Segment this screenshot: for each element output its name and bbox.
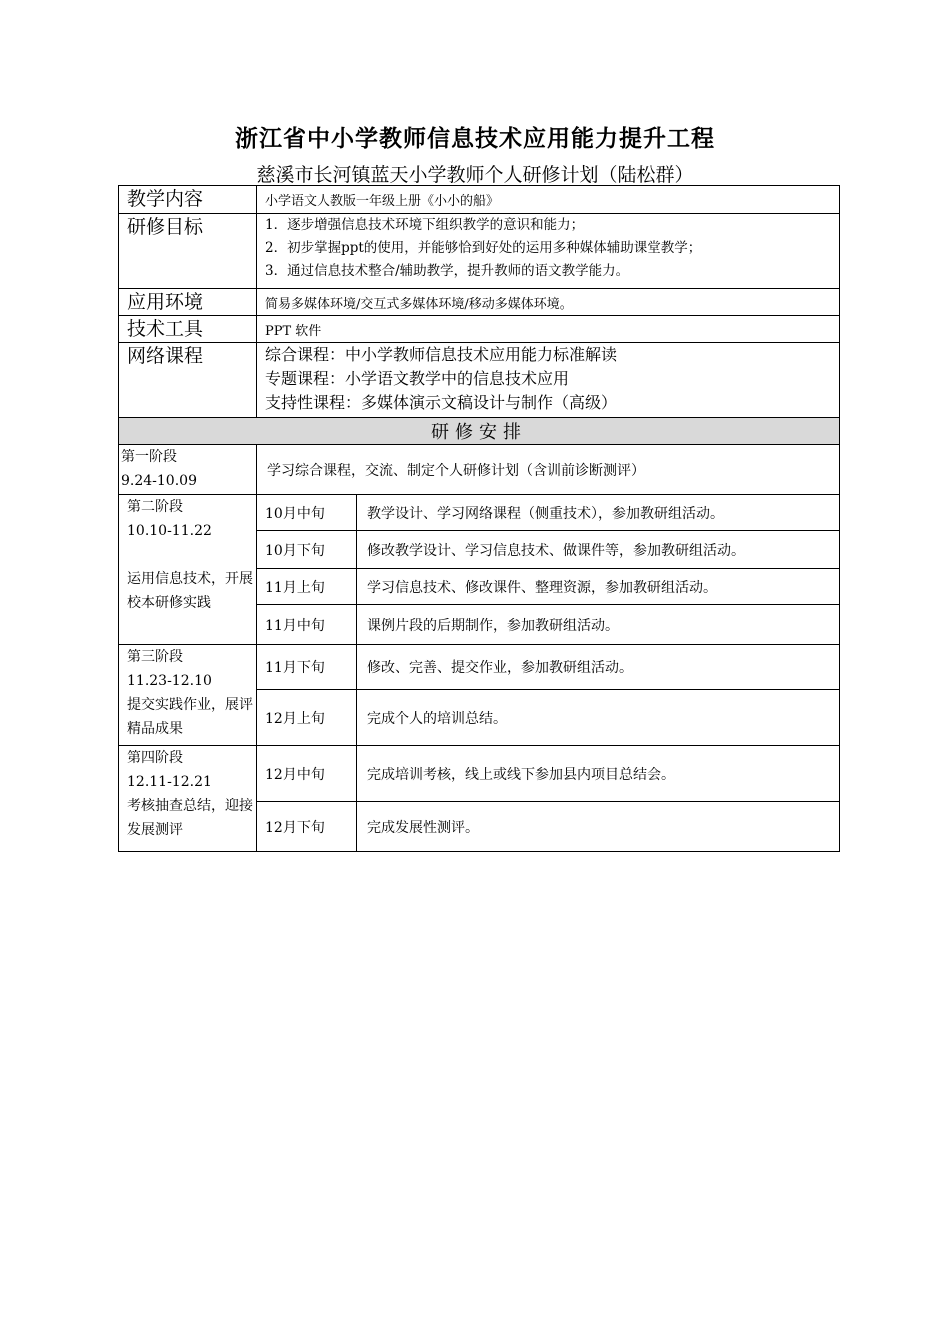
schedule-row: [119, 495, 840, 531]
stage-name: 第二阶段: [127, 499, 183, 515]
course-item: 综合课程：中小学教师信息技术应用能力标准解读: [265, 345, 618, 364]
stage-name: 第四阶段: [127, 750, 183, 766]
label-content: 教学内容: [119, 186, 257, 214]
schedule-desc: 完成个人的培训总结。: [357, 690, 840, 746]
label-environment: 应用环境: [119, 289, 257, 316]
stage-cell: [119, 746, 257, 852]
course-item: 专题课程：小学语文教学中的信息技术应用: [265, 369, 570, 388]
stage-note: 考核抽查总结，迎接发展测评: [127, 798, 253, 838]
schedule-row: [119, 746, 840, 802]
row-goals: [119, 214, 840, 289]
stage-dates: 9.24-10.09: [121, 473, 197, 489]
schedule-time: 11月下旬: [257, 645, 357, 690]
value-environment: 简易多媒体环境/交互式多媒体环境/移动多媒体环境。: [257, 289, 840, 316]
row-environment: [119, 289, 840, 316]
stage-dates: 11.23-12.10: [127, 673, 212, 689]
stage-cell: [119, 445, 257, 495]
row-content: [119, 186, 840, 214]
goal-item: 2．初步掌握ppt的使用，并能够恰到好处的运用多种媒体辅助课堂教学；: [265, 240, 702, 256]
schedule-desc: 修改教学设计、学习信息技术、做课件等，参加教研组活动。: [357, 531, 840, 569]
schedule-desc: 完成发展性测评。: [357, 802, 840, 852]
stage-dates: 10.10-11.22: [127, 523, 212, 539]
schedule-time: 12月下旬: [257, 802, 357, 852]
course-item: 支持性课程：多媒体演示文稿设计与制作（高级）: [265, 393, 618, 412]
schedule-desc: 教学设计、学习网络课程（侧重技术），参加教研组活动。: [357, 495, 840, 531]
value-content: 小学语文人教版一年级上册《小小的船》: [257, 186, 840, 214]
row-schedule-header: [119, 418, 840, 445]
stage-note: 提交实践作业，展评精品成果: [127, 697, 253, 737]
row-courses: [119, 343, 840, 418]
value-tools: PPT 软件: [257, 316, 840, 343]
label-courses: 网络课程: [119, 343, 257, 418]
stage-cell: [119, 495, 257, 645]
document-title: 浙江省中小学教师信息技术应用能力提升工程: [235, 125, 715, 152]
schedule-time: 11月中旬: [257, 605, 357, 645]
schedule-time: 11月上旬: [257, 569, 357, 605]
stage-cell: [119, 645, 257, 746]
schedule-time: 12月上旬: [257, 690, 357, 746]
label-goals: 研修目标: [119, 214, 257, 289]
stage-desc: 学习综合课程，交流、制定个人研修计划（含训前诊断测评）: [257, 445, 840, 495]
schedule-header: 研修安排: [119, 418, 840, 445]
plan-table: [118, 185, 840, 852]
schedule-desc: 学习信息技术、修改课件、整理资源，参加教研组活动。: [357, 569, 840, 605]
schedule-desc: 完成培训考核，线上或线下参加县内项目总结会。: [357, 746, 840, 802]
stage-dates: 12.11-12.21: [127, 774, 212, 790]
stage-note: 运用信息技术，开展校本研修实践: [127, 571, 253, 611]
schedule-time: 10月中旬: [257, 495, 357, 531]
schedule-row: [119, 645, 840, 690]
goal-item: 1．逐步增强信息技术环境下组织教学的意识和能力；: [265, 217, 585, 233]
schedule-time: 10月下旬: [257, 531, 357, 569]
schedule-time: 12月中旬: [257, 746, 357, 802]
document-subtitle: 慈溪市长河镇蓝天小学教师个人研修计划（陆松群）: [256, 164, 694, 186]
goal-item: 3．通过信息技术整合/辅助教学，提升教师的语文教学能力。: [265, 263, 630, 279]
value-courses: [257, 343, 840, 418]
stage-row: [119, 445, 840, 495]
row-tools: [119, 316, 840, 343]
stage-name: 第三阶段: [127, 649, 183, 665]
schedule-desc: 修改、完善、提交作业，参加教研组活动。: [357, 645, 840, 690]
value-goals: [257, 214, 840, 289]
schedule-desc: 课例片段的后期制作，参加教研组活动。: [357, 605, 840, 645]
stage-name: 第一阶段: [121, 449, 177, 465]
label-tools: 技术工具: [119, 316, 257, 343]
